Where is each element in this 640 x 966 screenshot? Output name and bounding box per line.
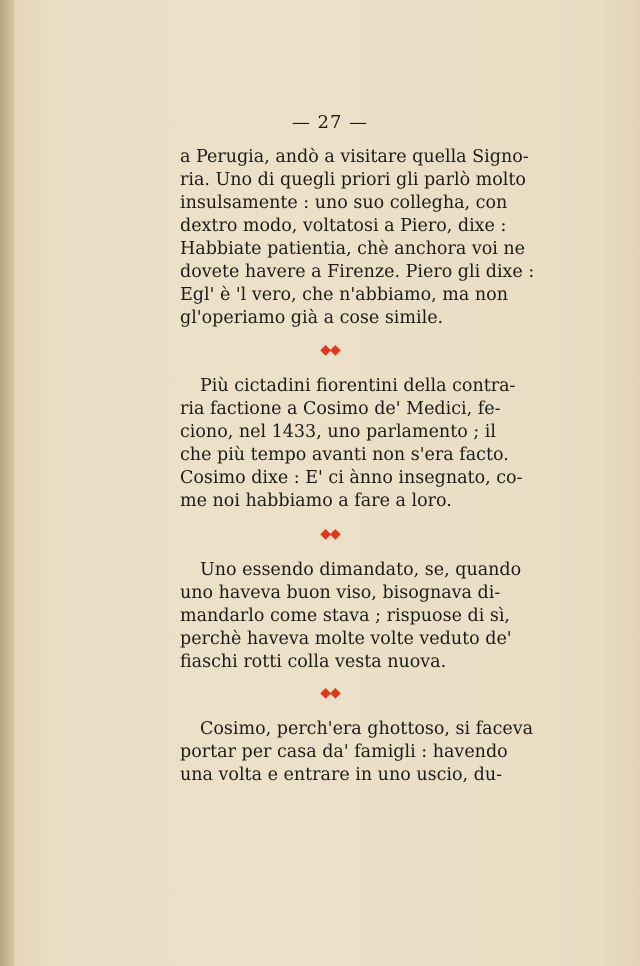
text-line: insulsamente : uno suo collegha, con bbox=[180, 193, 508, 213]
text-line: perchè haveva molte volte veduto de' bbox=[180, 629, 512, 649]
text-line: ciono, nel 1433, uno parlamento ; il bbox=[180, 422, 496, 442]
paragraph-3 bbox=[180, 559, 522, 674]
section-ornament: ◆◆ bbox=[320, 342, 340, 358]
text-line: dextro modo, voltatosi a Piero, dixe : bbox=[180, 216, 507, 236]
paragraph-4 bbox=[180, 718, 534, 787]
paragraph-1 bbox=[180, 146, 535, 330]
text-line: gl'operiamo già a cose simile. bbox=[180, 308, 444, 328]
text-line: Uno essendo dimandato, se, quando bbox=[200, 560, 522, 580]
section-ornament: ◆◆ bbox=[320, 685, 340, 701]
page-gutter bbox=[0, 0, 14, 966]
text-line: Egl' è 'l vero, che n'abbiamo, ma non bbox=[180, 285, 508, 305]
text-line: a Perugia, andò a visitare quella Signo- bbox=[180, 147, 529, 167]
text-line: una volta e entrare in uno uscio, du- bbox=[180, 765, 503, 785]
text-line: Habbiate patientia, chè anchora voi ne bbox=[180, 239, 526, 259]
paragraph-2 bbox=[180, 375, 523, 513]
text-line: fiaschi rotti colla vesta nuova. bbox=[180, 652, 447, 672]
text-line: ria. Uno di quegli priori gli parlò molto bbox=[180, 170, 526, 190]
text-line: uno haveva buon viso, bisognava di- bbox=[180, 583, 501, 603]
text-line: Più cictadini fiorentini della contra- bbox=[200, 376, 516, 396]
section-ornament: ◆◆ bbox=[320, 526, 340, 542]
text-line: mandarlo come stava ; rispuose di sì, bbox=[180, 606, 510, 626]
text-line: che più tempo avanti non s'era facto. bbox=[180, 445, 509, 465]
page-number: — 27 — bbox=[291, 112, 369, 133]
text-line: Cosimo, perch'era ghottoso, si faceva bbox=[200, 719, 534, 739]
text-line: dovete havere a Firenze. Piero gli dixe : bbox=[180, 262, 535, 282]
text-line: ria factione a Cosimo de' Medici, fe- bbox=[180, 399, 501, 419]
text-line: me noi habbiamo a fare a loro. bbox=[180, 491, 452, 511]
text-line: Cosimo dixe : E' ci ànno insegnato, co- bbox=[180, 468, 523, 488]
text-line: portar per casa da' famigli : havendo bbox=[180, 742, 508, 762]
